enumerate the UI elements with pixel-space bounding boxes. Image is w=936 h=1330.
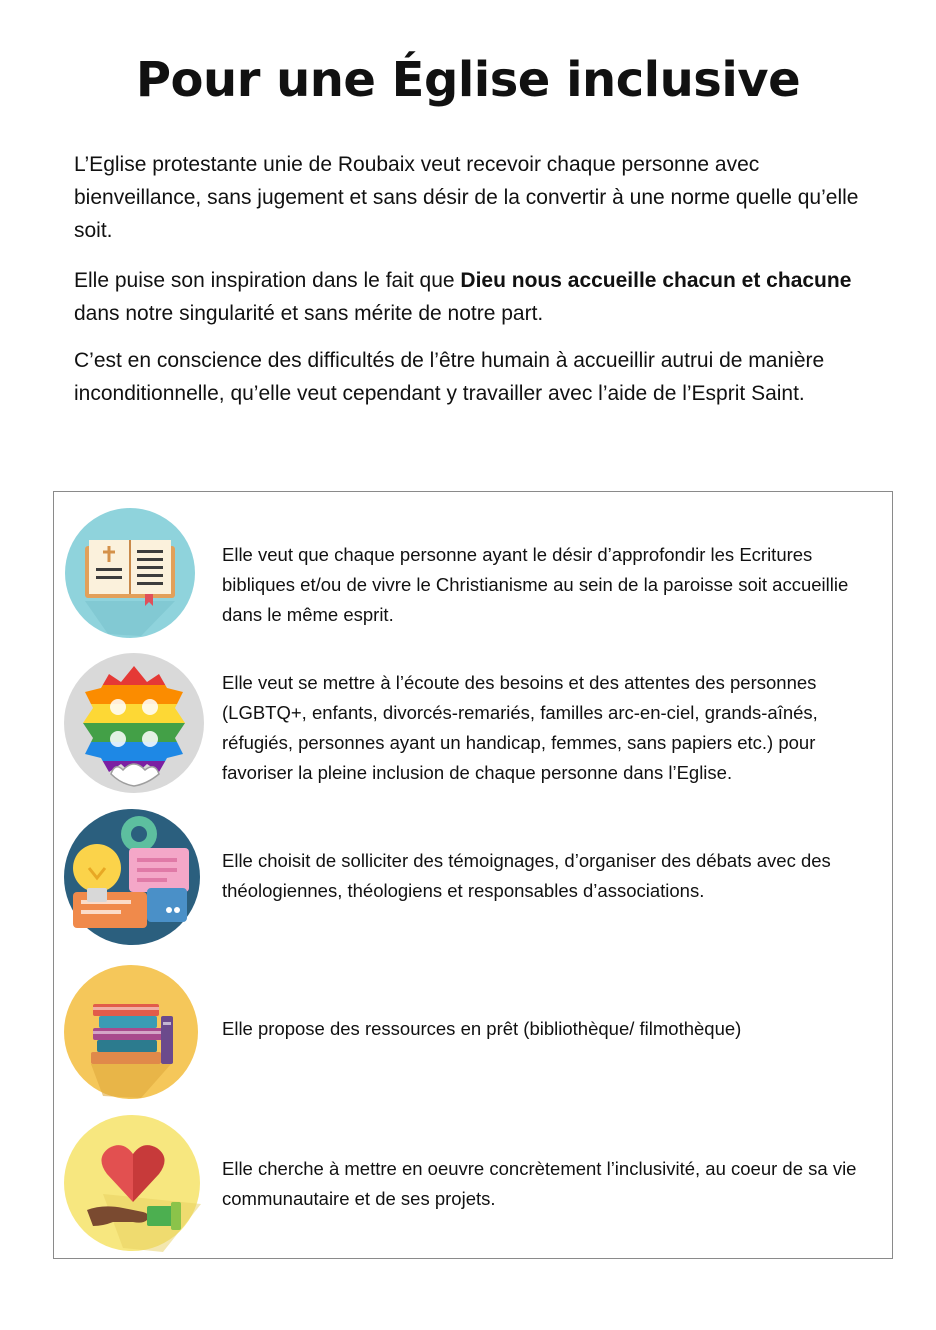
intro-paragraph-3: C’est en conscience des difficultés de l’être humain à accueillir autrui de manière inconditionnelle, qu’elle veut cependant y travailler avec l’aide de l’Esprit Saint.: [74, 349, 825, 405]
intro-paragraph-2: [74, 264, 884, 330]
commitment-item-resources: [54, 964, 892, 1100]
heart-in-hand-icon: [63, 1114, 201, 1252]
intro-paragraph-2-emphasis: Dieu nous accueille chacun et chacune: [460, 269, 852, 292]
commitment-text-debates: Elle choisit de solliciter des témoignages, d’organiser des débats avec des théologiennes, théologiens et responsables d’associations.: [222, 850, 831, 901]
commitments-box: [53, 491, 893, 1259]
rainbow-huguenot-cross-icon: [63, 652, 205, 794]
books-stack-icon: [63, 964, 199, 1100]
commitment-text-bible: Elle veut que chaque personne ayant le désir d’approfondir les Ecritures bibliques et/ou de vivre le Christianisme au sein de la paroisse soit accueillie dans le même esprit.: [222, 544, 849, 625]
commitment-item-inclusivity: [54, 1114, 892, 1252]
commitment-text-resources: Elle propose des ressources en prêt (bibliothèque/ filmothèque): [222, 1018, 742, 1039]
open-bible-icon: [63, 506, 197, 640]
commitment-text-inclusivity: Elle cherche à mettre en oeuvre concrètement l’inclusivité, au coeur de sa vie communautaire et de ses projets.: [222, 1158, 857, 1209]
commitment-text-inclusion: Elle veut se mettre à l’écoute des besoins et des attentes des personnes (LGBTQ+, enfants, divorcés-remariés, familles arc-en-ciel, grands-aînés, réfugiés, personnes ayant un handicap, femmes, sans papiers etc.) pour favoriser la pleine inclusion de chaque personne dans l’Eglise.: [222, 672, 818, 783]
ideas-discussion-icon: [63, 808, 201, 946]
intro-paragraph-2-start: Elle puise son inspiration dans le fait que: [74, 269, 461, 292]
page-title: Pour une Église inclusive: [135, 52, 801, 108]
commitment-item-inclusion: [54, 652, 892, 800]
intro-paragraph-1: L’Eglise protestante unie de Roubaix veut recevoir chaque personne avec bienveillance, sans jugement et sans désir de la convertir à une norme quelle qu’elle soit.: [74, 153, 859, 242]
commitment-item-bible: [54, 506, 892, 640]
commitment-item-debates: [54, 808, 892, 946]
intro-paragraph-2-end: dans notre singularité et sans mérite de notre part.: [74, 302, 544, 325]
